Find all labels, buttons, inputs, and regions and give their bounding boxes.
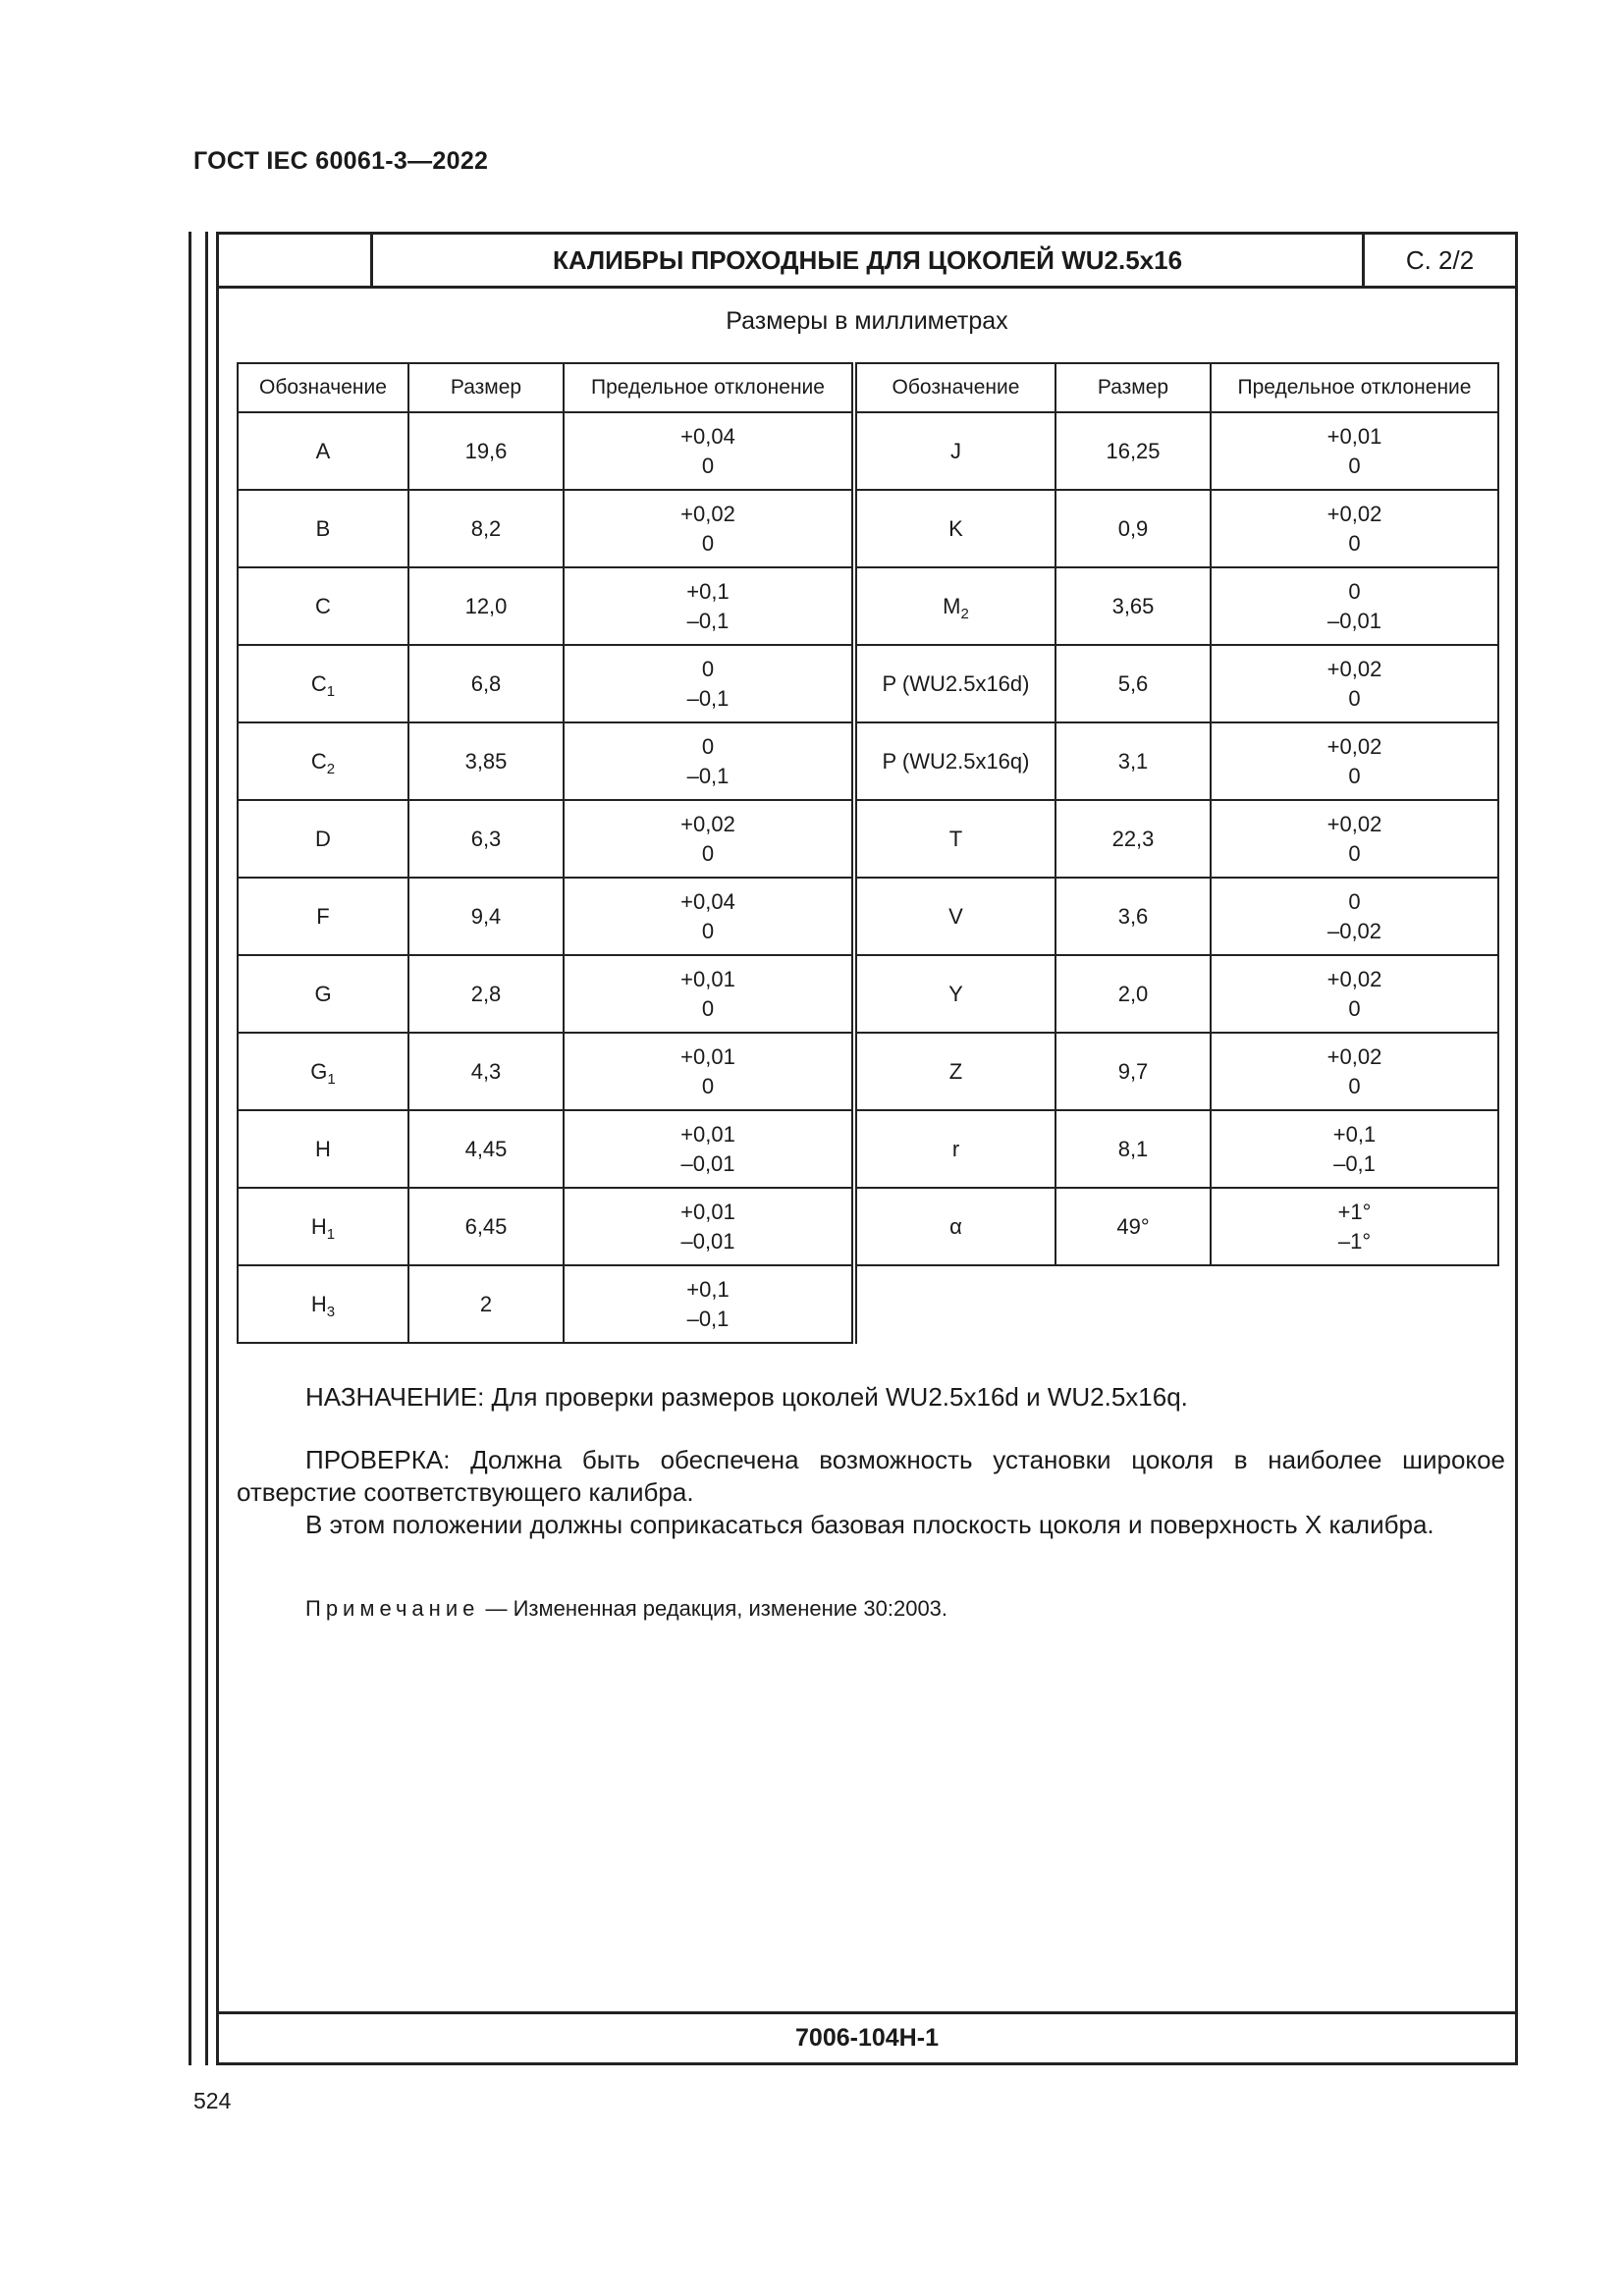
table-row bbox=[238, 490, 1498, 567]
tolerance-lower: 0 bbox=[701, 1073, 715, 1098]
designation-cell bbox=[238, 490, 408, 567]
tolerance-lower: 0 bbox=[1348, 530, 1361, 556]
header-size: Размер bbox=[1055, 363, 1211, 412]
note-paragraph bbox=[237, 1592, 1505, 1625]
tolerance-lower: –1° bbox=[1337, 1228, 1372, 1254]
position-paragraph: В этом положении должны соприкасаться базовая плоскость цоколя и поверхность X калибра. bbox=[305, 1510, 1434, 1539]
tolerance-lower: 0 bbox=[1348, 685, 1361, 711]
designation-subscript: 2 bbox=[960, 605, 969, 622]
tolerance-upper: 0 bbox=[1348, 888, 1361, 914]
size-cell: 3,6 bbox=[1055, 878, 1211, 955]
table-row bbox=[238, 645, 1498, 722]
designation-symbol: A bbox=[315, 438, 331, 463]
size-cell: 3,1 bbox=[1055, 722, 1211, 800]
designation-subscript: 3 bbox=[326, 1303, 336, 1320]
size-cell: 6,45 bbox=[408, 1188, 564, 1265]
designation-symbol: C bbox=[310, 670, 327, 696]
tolerance-upper: 0 bbox=[701, 733, 715, 759]
header-tolerance: Предельное отклонение bbox=[1211, 363, 1498, 412]
tolerance-cell bbox=[564, 722, 854, 800]
size-cell: 6,3 bbox=[408, 800, 564, 878]
table-row bbox=[238, 955, 1498, 1033]
note-text: — Измененная редакция, изменение 30:2003. bbox=[479, 1596, 948, 1621]
tolerance-upper: +0,02 bbox=[680, 811, 735, 836]
size-cell: 9,4 bbox=[408, 878, 564, 955]
designation-symbol: Z bbox=[948, 1058, 963, 1084]
tolerance-cell bbox=[564, 878, 854, 955]
tolerance-cell bbox=[1211, 1110, 1498, 1188]
tolerance-upper: 0 bbox=[1348, 578, 1361, 604]
table-row bbox=[238, 878, 1498, 955]
size-cell: 5,6 bbox=[1055, 645, 1211, 722]
table-row bbox=[238, 1188, 1498, 1265]
tolerance-lower: 0 bbox=[1348, 1073, 1361, 1098]
designation-cell bbox=[238, 878, 408, 955]
tolerance-cell bbox=[564, 800, 854, 878]
tolerance-upper: +0,02 bbox=[1326, 501, 1382, 526]
designation-symbol: C bbox=[315, 593, 331, 618]
designation-symbol: H bbox=[315, 1136, 331, 1161]
tolerance-lower: –0,01 bbox=[1326, 608, 1382, 633]
designation-symbol: P (WU2.5x16d) bbox=[882, 670, 1030, 696]
size-cell: 8,2 bbox=[408, 490, 564, 567]
tolerance-upper: +0,02 bbox=[1326, 1043, 1382, 1069]
size-cell: 19,6 bbox=[408, 412, 564, 490]
designation-cell bbox=[238, 1110, 408, 1188]
tolerance-cell bbox=[1211, 800, 1498, 878]
designation-cell bbox=[854, 567, 1055, 645]
table-row bbox=[238, 800, 1498, 878]
tolerance-cell bbox=[564, 490, 854, 567]
designation-cell bbox=[854, 1033, 1055, 1110]
designation-cell bbox=[238, 1033, 408, 1110]
tolerance-cell bbox=[564, 412, 854, 490]
tolerance-lower: –0,02 bbox=[1326, 918, 1382, 943]
tolerance-cell bbox=[1211, 412, 1498, 490]
table-row bbox=[238, 1033, 1498, 1110]
designation-cell bbox=[238, 800, 408, 878]
designation-symbol: D bbox=[315, 826, 331, 851]
tolerance-cell bbox=[1211, 490, 1498, 567]
designation-cell bbox=[238, 645, 408, 722]
header-designation: Обозначение bbox=[238, 363, 408, 412]
designation-symbol: G bbox=[310, 1058, 328, 1084]
size-cell: 3,65 bbox=[1055, 567, 1211, 645]
designation-cell bbox=[854, 490, 1055, 567]
designation-subscript: 1 bbox=[327, 1070, 336, 1088]
tolerance-cell bbox=[564, 1033, 854, 1110]
table-row bbox=[238, 1265, 1498, 1343]
size-cell: 2 bbox=[408, 1265, 564, 1343]
designation-symbol: α bbox=[949, 1213, 962, 1239]
designation-symbol: B bbox=[315, 515, 331, 541]
tolerance-lower: –0,1 bbox=[686, 685, 730, 711]
tolerance-upper: +0,02 bbox=[1326, 811, 1382, 836]
tolerance-cell bbox=[1211, 878, 1498, 955]
tolerance-lower: 0 bbox=[1348, 840, 1361, 866]
designation-symbol: F bbox=[316, 903, 330, 929]
size-cell: 8,1 bbox=[1055, 1110, 1211, 1188]
tolerance-lower: 0 bbox=[1348, 763, 1361, 788]
sheet-title: КАЛИБРЫ ПРОХОДНЫЕ ДЛЯ ЦОКОЛЕЙ WU2.5x16 bbox=[373, 235, 1365, 286]
designation-cell bbox=[854, 800, 1055, 878]
tolerance-upper: +0,01 bbox=[680, 1043, 735, 1069]
title-block-empty-cell bbox=[219, 235, 373, 286]
tolerance-upper: +0,04 bbox=[680, 423, 735, 449]
designation-symbol: G bbox=[314, 981, 332, 1006]
tolerance-cell bbox=[564, 955, 854, 1033]
title-block bbox=[219, 235, 1515, 289]
tolerance-upper: 0 bbox=[701, 656, 715, 681]
designation-cell bbox=[854, 722, 1055, 800]
designation-cell bbox=[854, 878, 1055, 955]
tolerance-lower: 0 bbox=[701, 918, 715, 943]
designation-cell bbox=[854, 955, 1055, 1033]
size-cell: 16,25 bbox=[1055, 412, 1211, 490]
tolerance-upper: +0,02 bbox=[1326, 733, 1382, 759]
designation-cell bbox=[238, 722, 408, 800]
sheet-code: 7006-104Н-1 bbox=[219, 2011, 1515, 2062]
units-caption: Размеры в миллиметрах bbox=[726, 307, 1008, 335]
drawing-sheet-frame bbox=[216, 232, 1518, 2065]
header-designation: Обозначение bbox=[854, 363, 1055, 412]
tolerance-cell bbox=[1211, 645, 1498, 722]
designation-subscript: 2 bbox=[326, 760, 336, 777]
tolerance-cell bbox=[564, 1188, 854, 1265]
tolerance-lower: 0 bbox=[1348, 453, 1361, 478]
tolerance-lower: –0,1 bbox=[686, 763, 730, 788]
note-label: Примечание bbox=[305, 1596, 480, 1621]
tolerance-lower: –0,01 bbox=[680, 1228, 735, 1254]
designation-cell bbox=[238, 1265, 408, 1343]
designation-symbol: C bbox=[310, 748, 327, 774]
designation-symbol: K bbox=[948, 515, 963, 541]
designation-cell bbox=[854, 1110, 1055, 1188]
designation-cell bbox=[854, 645, 1055, 722]
size-cell: 3,85 bbox=[408, 722, 564, 800]
tolerance-cell bbox=[1211, 567, 1498, 645]
tolerance-cell bbox=[1211, 1033, 1498, 1110]
tolerance-lower: –0,1 bbox=[1333, 1150, 1376, 1176]
tolerance-lower: –0,01 bbox=[680, 1150, 735, 1176]
page-number: 524 bbox=[193, 2088, 232, 2113]
size-cell: 22,3 bbox=[1055, 800, 1211, 878]
designation-cell bbox=[854, 1188, 1055, 1265]
tolerance-lower: 0 bbox=[701, 840, 715, 866]
tolerance-cell bbox=[564, 567, 854, 645]
designation-symbol: T bbox=[948, 826, 963, 851]
designation-symbol: H bbox=[310, 1213, 327, 1239]
size-cell: 9,7 bbox=[1055, 1033, 1211, 1110]
tolerance-lower: –0,1 bbox=[686, 1306, 730, 1331]
tolerance-cell bbox=[1211, 1188, 1498, 1265]
tolerance-cell bbox=[1211, 722, 1498, 800]
header-size: Размер bbox=[408, 363, 564, 412]
designation-cell bbox=[238, 955, 408, 1033]
designation-subscript: 1 bbox=[326, 682, 336, 700]
header-tolerance: Предельное отклонение bbox=[564, 363, 854, 412]
tolerance-lower: 0 bbox=[1348, 995, 1361, 1021]
tolerance-upper: +0,02 bbox=[1326, 966, 1382, 991]
tolerance-upper: +0,01 bbox=[1326, 423, 1382, 449]
purpose-paragraph: НАЗНАЧЕНИЕ: Для проверки размеров цоколей WU2.5x16d и WU2.5x16q. bbox=[305, 1382, 1188, 1412]
designation-symbol: H bbox=[310, 1291, 327, 1316]
tolerance-upper: +1° bbox=[1337, 1199, 1372, 1224]
tolerance-lower: 0 bbox=[701, 995, 715, 1021]
tolerance-cell bbox=[564, 1265, 854, 1343]
size-cell: 6,8 bbox=[408, 645, 564, 722]
tolerance-cell bbox=[564, 1110, 854, 1188]
designation-cell bbox=[238, 567, 408, 645]
tolerance-upper: +0,02 bbox=[680, 501, 735, 526]
table-header-row bbox=[238, 363, 1498, 412]
tolerance-lower: –0,1 bbox=[686, 608, 730, 633]
size-cell: 2,0 bbox=[1055, 955, 1211, 1033]
designation-cell bbox=[238, 412, 408, 490]
size-cell: 4,3 bbox=[408, 1033, 564, 1110]
size-cell: 0,9 bbox=[1055, 490, 1211, 567]
table-row bbox=[238, 722, 1498, 800]
designation-subscript: 1 bbox=[326, 1225, 336, 1243]
dimensions-table bbox=[237, 362, 1499, 1344]
tolerance-upper: +0,1 bbox=[686, 578, 730, 604]
tolerance-upper: +0,01 bbox=[680, 1199, 735, 1224]
tolerance-cell bbox=[1211, 955, 1498, 1033]
tolerance-lower: 0 bbox=[701, 530, 715, 556]
tolerance-lower: 0 bbox=[701, 453, 715, 478]
designation-symbol: J bbox=[950, 438, 961, 463]
table-row bbox=[238, 412, 1498, 490]
tolerance-upper: +0,01 bbox=[680, 1121, 735, 1147]
designation-symbol: Y bbox=[948, 981, 963, 1006]
check-paragraph: ПРОВЕРКА: Должна быть обеспечена возможность установки цоколя в наиболее широкое отверстие соответствующего калибра. bbox=[237, 1445, 1505, 1507]
document-header: ГОСТ IEC 60061-3—2022 bbox=[193, 147, 489, 175]
instructions-block bbox=[237, 1381, 1505, 1625]
designation-symbol: r bbox=[951, 1136, 960, 1161]
designation-cell bbox=[238, 1188, 408, 1265]
designation-symbol: P (WU2.5x16q) bbox=[882, 748, 1030, 774]
designation-cell bbox=[854, 412, 1055, 490]
sheet-page-ref: С. 2/2 bbox=[1405, 244, 1475, 275]
designation-symbol: V bbox=[948, 903, 963, 929]
empty-cell bbox=[854, 1265, 1055, 1343]
empty-cell bbox=[1055, 1265, 1211, 1343]
tolerance-upper: +0,02 bbox=[1326, 656, 1382, 681]
table-row bbox=[238, 1110, 1498, 1188]
size-cell: 49° bbox=[1055, 1188, 1211, 1265]
tolerance-upper: +0,1 bbox=[686, 1276, 730, 1302]
empty-cell bbox=[1211, 1265, 1498, 1343]
designation-symbol: M bbox=[943, 593, 961, 618]
size-cell: 4,45 bbox=[408, 1110, 564, 1188]
left-margin-rules bbox=[189, 232, 208, 2065]
tolerance-cell bbox=[564, 645, 854, 722]
tolerance-upper: +0,1 bbox=[1332, 1121, 1377, 1147]
table-row bbox=[238, 567, 1498, 645]
tolerance-upper: +0,01 bbox=[680, 966, 735, 991]
tolerance-upper: +0,04 bbox=[680, 888, 735, 914]
size-cell: 2,8 bbox=[408, 955, 564, 1033]
size-cell: 12,0 bbox=[408, 567, 564, 645]
